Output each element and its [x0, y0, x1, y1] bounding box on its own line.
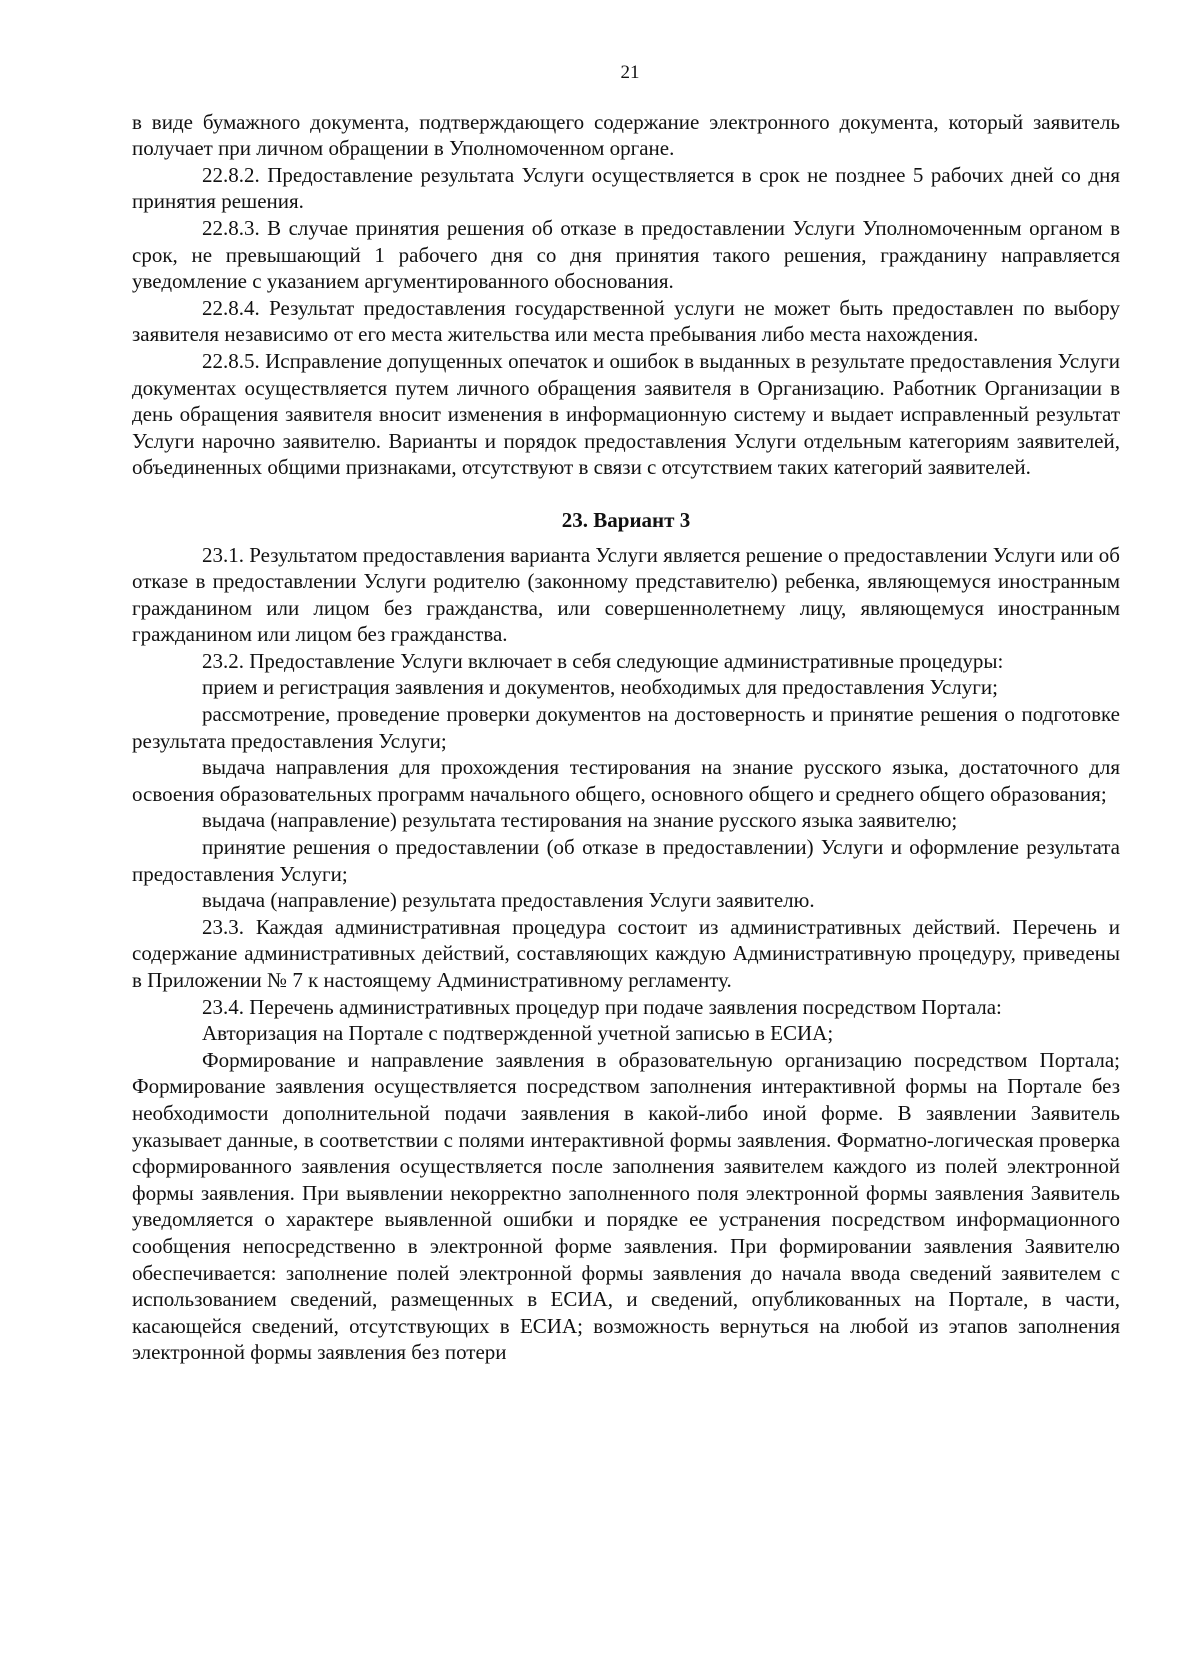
section-title: 23. Вариант 3: [561, 507, 691, 532]
procedure-item: выдача направления для прохождения тестирования на знание русского языка, достаточного для освоения образовательных программ начального общего, основного общего и среднего общего образования;: [132, 755, 1120, 806]
paragraph-23-2: 23.2. Предоставление Услуги включает в себя следующие административные процедуры:: [202, 648, 1004, 673]
paragraph-22-8-4: 22.8.4. Результат предоставления государственной услуги не может быть предоставлен по выбору заявителя независимо от его места жительства или места пребывания либо места нахождения.: [132, 295, 1120, 347]
procedure-item: выдача (направление) результата тестирования на знание русского языка заявителю;: [202, 808, 958, 833]
paragraph-23-1: 23.1. Результатом предоставления варианта Услуги является решение о предоставлении Услуги или об отказе в предоставлении Услуги родителю (законному представителю) ребенка, являющемуся иностранным гражданином или лицом без гражданства, или совершеннолетнему лицу, являющемуся иностранным гражданином или лицом без гражданства.: [132, 542, 1120, 647]
procedure-item: прием и регистрация заявления и документов, необходимых для предоставления Услуги;: [202, 675, 998, 700]
paragraph-22-8-5: 22.8.5. Исправление допущенных опечаток и ошибок в выданных в результате предоставления Услуги документах осуществляется путем личного обращения заявителя в Организацию. Работник Организации в день обращения заявителя вносит изменения в информационную систему и выдает исправленный результат Услуги нарочно заявителю. Варианты и порядок предоставления Услуги отдельным категориям заявителей, объединенных общими признаками, отсутствуют в связи с отсутствием таких категорий заявителей.: [132, 348, 1120, 480]
portal-procedure-item: Формирование и направление заявления в образовательную организацию посредством Портала; Формирование заявления осуществляется посредством заполнения интерактивной формы на Портале без необходимости дополнительной подачи заявления в какой-либо иной форме. В заявлении Заявитель указывает данные, в соответствии с полями интерактивной формы заявления. Форматно-логическая проверка сформированного заявления осуществляется после заполнения заявителем каждого из полей электронной формы заявления. При выявлении некорректно заполненного поля электронной формы заявления Заявитель уведомляется о характере выявленной ошибки и порядке ее устранения посредством информационного сообщения непосредственно в электронной форме заявления. При формировании заявления Заявителю обеспечивается: заполнение полей электронной формы заявления до начала ввода сведений заявителем с использованием сведений, размещенных в ЕСИА, и сведений, опубликованных на Портале, в части, касающейся сведений, отсутствующих в ЕСИА; возможность вернуться на любой из этапов заполнения электронной формы заявления без потери: [132, 1047, 1120, 1365]
document-page: [132, 60, 1120, 1366]
paragraph-23-4: 23.4. Перечень административных процедур при подаче заявления посредством Портала:: [202, 994, 1002, 1019]
paragraph-23-3: 23.3. Каждая административная процедура состоит из административных действий. Перечень и содержание административных действий, составляющих каждую Административную процедуру, приведены в Приложении № 7 к настоящему Административному регламенту.: [132, 914, 1120, 992]
procedure-item: рассмотрение, проведение проверки документов на достоверность и принятие решения о подготовке результата предоставления Услуги;: [132, 702, 1120, 753]
paragraph-continuation: в виде бумажного документа, подтверждающего содержание электронного документа, который заявитель получает при личном обращении в Уполномоченном органе.: [132, 109, 1120, 161]
portal-procedure-item: Авторизация на Портале с подтвержденной учетной записью в ЕСИА;: [202, 1021, 834, 1046]
procedure-item: выдача (направление) результата предоставления Услуги заявителю.: [202, 888, 815, 913]
paragraph-22-8-2: 22.8.2. Предоставление результата Услуги осуществляется в срок не позднее 5 рабочих дней со дня принятия решения.: [132, 162, 1120, 214]
paragraph-22-8-3: 22.8.3. В случае принятия решения об отказе в предоставлении Услуги Уполномоченным органом в срок, не превышающий 1 рабочего дня со дня принятия такого решения, гражданину направляется уведомление с указанием аргументированного обоснования.: [132, 215, 1120, 294]
page-number: 21: [620, 62, 640, 83]
procedure-item: принятие решения о предоставлении (об отказе в предоставлении) Услуги и оформление результата предоставления Услуги;: [132, 835, 1120, 886]
